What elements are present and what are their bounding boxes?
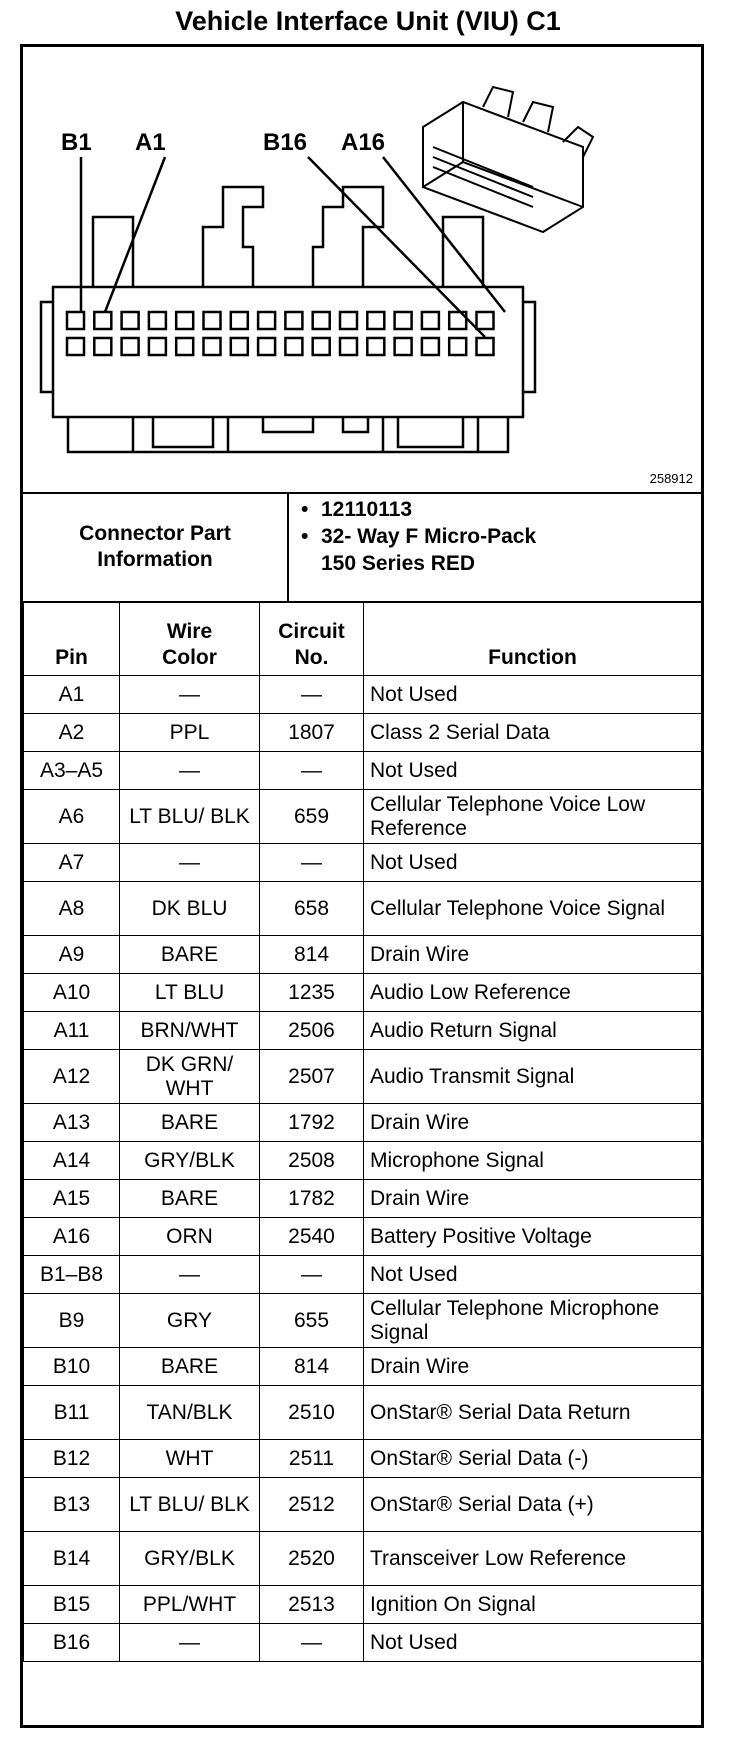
pin-cavity bbox=[313, 338, 330, 355]
pin-cell: A11 bbox=[24, 1012, 120, 1050]
pin-cavity bbox=[67, 312, 84, 329]
wire-color-cell: — bbox=[120, 676, 260, 714]
circuit-cell: — bbox=[260, 844, 364, 882]
wire-color-cell: TAN/BLK bbox=[120, 1386, 260, 1440]
circuit-cell: 2511 bbox=[260, 1440, 364, 1478]
connector-drawing bbox=[23, 47, 701, 492]
circuit-cell: 1792 bbox=[260, 1104, 364, 1142]
table-row bbox=[24, 676, 702, 714]
label-a1: A1 bbox=[135, 129, 166, 156]
wire-color-cell: ORN bbox=[120, 1218, 260, 1256]
circuit-cell: 1782 bbox=[260, 1180, 364, 1218]
pin-cell: B9 bbox=[24, 1294, 120, 1348]
circuit-cell: 2512 bbox=[260, 1478, 364, 1532]
function-cell: Microphone Signal bbox=[364, 1142, 702, 1180]
circuit-cell: 2513 bbox=[260, 1586, 364, 1624]
wire-color-cell: — bbox=[120, 1256, 260, 1294]
wire-color-cell: LT BLU/ BLK bbox=[120, 1478, 260, 1532]
function-cell: OnStar® Serial Data (-) bbox=[364, 1440, 702, 1478]
table-row bbox=[24, 1218, 702, 1256]
pin-cavity bbox=[67, 338, 84, 355]
label-a16: A16 bbox=[341, 129, 386, 156]
table-row bbox=[24, 1386, 702, 1440]
function-cell: Transceiver Low Reference bbox=[364, 1532, 702, 1586]
wire-color-cell: — bbox=[120, 752, 260, 790]
circuit-cell: 814 bbox=[260, 936, 364, 974]
pin-cell: A3–A5 bbox=[24, 752, 120, 790]
pin-table-header bbox=[24, 602, 702, 676]
pin-cell: A10 bbox=[24, 974, 120, 1012]
table-row bbox=[24, 1348, 702, 1386]
pin-cell: A9 bbox=[24, 936, 120, 974]
pin-cell: B14 bbox=[24, 1532, 120, 1586]
function-cell: Audio Transmit Signal bbox=[364, 1050, 702, 1104]
cpi-item: • 12110113 bbox=[301, 498, 413, 521]
pin-cell: B10 bbox=[24, 1348, 120, 1386]
wire-color-cell: PPL bbox=[120, 714, 260, 752]
header-pin: Pin bbox=[24, 602, 120, 676]
wire-color-cell: BARE bbox=[120, 1180, 260, 1218]
function-cell: Class 2 Serial Data bbox=[364, 714, 702, 752]
pin-cavity bbox=[258, 338, 275, 355]
circuit-cell: 2540 bbox=[260, 1218, 364, 1256]
label-b1: B1 bbox=[61, 129, 92, 156]
table-row bbox=[24, 714, 702, 752]
wire-color-cell: LT BLU/ BLK bbox=[120, 790, 260, 844]
wire-color-cell: GRY bbox=[120, 1294, 260, 1348]
pin-cavity bbox=[231, 338, 248, 355]
pin-cell: A16 bbox=[24, 1218, 120, 1256]
cpi-label-line1: Connector Part bbox=[79, 521, 231, 545]
connector-part-info-list bbox=[297, 496, 536, 577]
pin-cavity bbox=[285, 312, 302, 329]
circuit-cell: 655 bbox=[260, 1294, 364, 1348]
table-row bbox=[24, 882, 702, 936]
wire-color-cell: BARE bbox=[120, 936, 260, 974]
header-wire-color-line2: Color bbox=[162, 646, 217, 669]
connector-part-info-label bbox=[23, 492, 289, 601]
pin-cavity bbox=[422, 338, 439, 355]
wire-color-cell: PPL/WHT bbox=[120, 1586, 260, 1624]
wire-color-cell: BARE bbox=[120, 1348, 260, 1386]
pin-cell: B16 bbox=[24, 1624, 120, 1662]
circuit-cell: 1807 bbox=[260, 714, 364, 752]
table-row bbox=[24, 1586, 702, 1624]
table-row bbox=[24, 1050, 702, 1104]
circuit-cell: 2520 bbox=[260, 1532, 364, 1586]
pin-cavity bbox=[449, 338, 466, 355]
pin-cavity bbox=[395, 338, 412, 355]
table-row bbox=[24, 1104, 702, 1142]
cpi-label-line2: Information bbox=[97, 547, 213, 571]
pin-cavity bbox=[313, 312, 330, 329]
pin-cavity bbox=[122, 312, 139, 329]
pin-cell: B15 bbox=[24, 1586, 120, 1624]
pin-cell: A1 bbox=[24, 676, 120, 714]
label-b16: B16 bbox=[263, 129, 308, 156]
table-row bbox=[24, 1294, 702, 1348]
circuit-cell: 2510 bbox=[260, 1386, 364, 1440]
pin-cavity bbox=[204, 312, 221, 329]
table-row bbox=[24, 790, 702, 844]
function-cell: Battery Positive Voltage bbox=[364, 1218, 702, 1256]
function-cell: Drain Wire bbox=[364, 1348, 702, 1386]
pin-cavity bbox=[395, 312, 412, 329]
circuit-cell: 659 bbox=[260, 790, 364, 844]
circuit-cell: 2507 bbox=[260, 1050, 364, 1104]
pin-cavity bbox=[149, 338, 166, 355]
table-row bbox=[24, 974, 702, 1012]
table-row bbox=[24, 844, 702, 882]
function-cell: OnStar® Serial Data (+) bbox=[364, 1478, 702, 1532]
connector-frame bbox=[20, 44, 704, 1728]
pin-cavity bbox=[367, 338, 384, 355]
table-row bbox=[24, 752, 702, 790]
cpi-item bbox=[297, 550, 536, 577]
table-row bbox=[24, 1256, 702, 1294]
pin-cavity bbox=[122, 338, 139, 355]
cpi-item-text: 12110113 bbox=[321, 498, 413, 521]
function-cell: Drain Wire bbox=[364, 936, 702, 974]
table-row bbox=[24, 1532, 702, 1586]
pin-cavity bbox=[422, 312, 439, 329]
cpi-item: • 32- Way F Micro-Pack bbox=[301, 525, 537, 548]
pin-cell: B11 bbox=[24, 1386, 120, 1440]
circuit-cell: 2506 bbox=[260, 1012, 364, 1050]
cpi-item-text: 32- Way F Micro-Pack bbox=[321, 525, 537, 548]
pin-cavity bbox=[176, 312, 193, 329]
circuit-cell: 2508 bbox=[260, 1142, 364, 1180]
pin-cavity bbox=[94, 338, 111, 355]
wire-color-cell: DK GRN/ WHT bbox=[120, 1050, 260, 1104]
table-row bbox=[24, 936, 702, 974]
function-cell: Not Used bbox=[364, 844, 702, 882]
function-cell: Not Used bbox=[364, 1624, 702, 1662]
pin-cell: A14 bbox=[24, 1142, 120, 1180]
wire-color-cell: GRY/BLK bbox=[120, 1532, 260, 1586]
wire-color-cell: DK BLU bbox=[120, 882, 260, 936]
page-title: Vehicle Interface Unit (VIU) C1 bbox=[175, 6, 561, 36]
cpi-item-text: 150 Series RED bbox=[321, 552, 476, 575]
header-circuit-line1: Circuit bbox=[278, 620, 345, 643]
pin-cell: A6 bbox=[24, 790, 120, 844]
pin-cavity bbox=[285, 338, 302, 355]
pin-cavity bbox=[477, 338, 494, 355]
table-row bbox=[24, 1180, 702, 1218]
pin-cavity bbox=[176, 338, 193, 355]
wire-color-cell: — bbox=[120, 844, 260, 882]
pin-cell: B1–B8 bbox=[24, 1256, 120, 1294]
table-row bbox=[24, 1012, 702, 1050]
function-cell: OnStar® Serial Data Return bbox=[364, 1386, 702, 1440]
function-cell: Drain Wire bbox=[364, 1180, 702, 1218]
pin-cavity bbox=[149, 312, 166, 329]
function-cell: Cellular Telephone Voice Low Reference bbox=[364, 790, 702, 844]
table-row bbox=[24, 1624, 702, 1662]
circuit-cell: — bbox=[260, 1256, 364, 1294]
pin-cell: B13 bbox=[24, 1478, 120, 1532]
header-function: Function bbox=[364, 602, 702, 676]
pin-cell: A2 bbox=[24, 714, 120, 752]
header-wire-color bbox=[120, 602, 260, 676]
table-row bbox=[24, 1142, 702, 1180]
wire-color-cell: GRY/BLK bbox=[120, 1142, 260, 1180]
function-cell: Audio Return Signal bbox=[364, 1012, 702, 1050]
wire-color-cell: — bbox=[120, 1624, 260, 1662]
pin-cavity bbox=[340, 312, 357, 329]
pin-cell: A15 bbox=[24, 1180, 120, 1218]
circuit-cell: 658 bbox=[260, 882, 364, 936]
pin-cavity bbox=[231, 312, 248, 329]
function-cell: Audio Low Reference bbox=[364, 974, 702, 1012]
circuit-cell: 814 bbox=[260, 1348, 364, 1386]
circuit-cell: — bbox=[260, 752, 364, 790]
pin-cavity bbox=[477, 312, 494, 329]
pin-cavity bbox=[367, 312, 384, 329]
wire-color-cell: LT BLU bbox=[120, 974, 260, 1012]
function-cell: Not Used bbox=[364, 752, 702, 790]
pin-table bbox=[23, 601, 702, 1662]
pin-cell: A12 bbox=[24, 1050, 120, 1104]
pin-cell: A8 bbox=[24, 882, 120, 936]
pin-cell: A7 bbox=[24, 844, 120, 882]
wire-color-cell: BRN/WHT bbox=[120, 1012, 260, 1050]
function-cell: Cellular Telephone Voice Signal bbox=[364, 882, 702, 936]
function-cell: Not Used bbox=[364, 1256, 702, 1294]
header-circuit-line2: No. bbox=[294, 646, 329, 669]
pin-cavity bbox=[258, 312, 275, 329]
pin-cavity bbox=[94, 312, 111, 329]
table-row bbox=[24, 1440, 702, 1478]
wire-color-cell: BARE bbox=[120, 1104, 260, 1142]
header-wire-color-line1: Wire bbox=[166, 620, 213, 643]
pin-cell: B12 bbox=[24, 1440, 120, 1478]
pin-cell: A13 bbox=[24, 1104, 120, 1142]
circuit-cell: — bbox=[260, 1624, 364, 1662]
table-row bbox=[24, 1478, 702, 1532]
wire-color-cell: WHT bbox=[120, 1440, 260, 1478]
header-circuit bbox=[260, 602, 364, 676]
function-cell: Ignition On Signal bbox=[364, 1586, 702, 1624]
connector-part-info bbox=[23, 492, 701, 603]
function-cell: Drain Wire bbox=[364, 1104, 702, 1142]
pin-cavity bbox=[340, 338, 357, 355]
pin-cavity bbox=[204, 338, 221, 355]
function-cell: Cellular Telephone Microphone Signal bbox=[364, 1294, 702, 1348]
circuit-cell: — bbox=[260, 676, 364, 714]
connector-diagram bbox=[23, 47, 701, 494]
circuit-cell: 1235 bbox=[260, 974, 364, 1012]
function-cell: Not Used bbox=[364, 676, 702, 714]
figure-number: 258912 bbox=[649, 471, 693, 486]
